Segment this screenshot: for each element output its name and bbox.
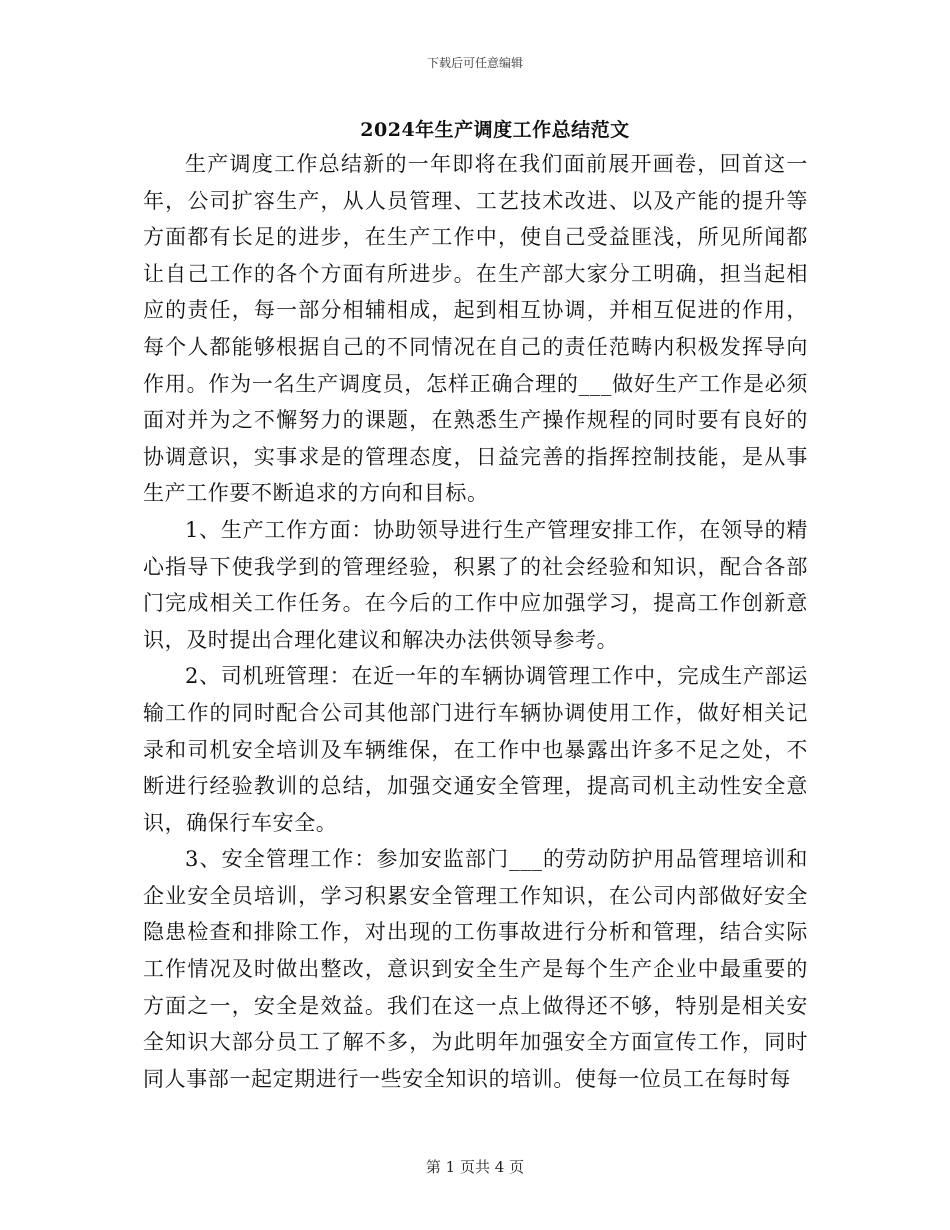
paragraph-safety-management: 3、安全管理工作：参加安监部门___的劳动防护用品管理培训和企业安全员培训，学习积累安全管理工作知识，在公司内部做好安全隐患检查和排除工作，对出现的工伤事故进行分析和管理，结合实际工作情况及时做出整改，意识到安全生产是每个生产企业中最重要的方面之一，安全是效益。我们在这一点上做得还不够，特别是相关安全知识大部分员工了解不多，为此明年加强安全方面宣传工作，同时同人事部一起定期进行一些安全知识的培训。使每一位员工在每时每 — [143, 847, 808, 1091]
document-body — [143, 146, 808, 1097]
header-note: 下载后可任意编辑 — [426, 56, 523, 70]
paragraph-intro: 生产调度工作总结新的一年即将在我们面前展开画卷，回首这一年，公司扩容生产，从人员管理、工艺技术改进、以及产能的提升等方面都有长足的进步，在生产工作中，使自己受益匪浅，所见所闻都让自己工作的各个方面有所进步。在生产部大家分工明确，担当起相应的责任，每一部分相辅相成，起到相互协调，并相互促进的作用，每个人都能够根据自己的不同情况在自己的责任范畴内积极发挥导向作用。作为一名生产调度员，怎样正确合理的___做好生产工作是必须面对并为之不懈努力的课题，在熟悉生产操作规程的同时要有良好的协调意识，实事求是的管理态度，日益完善的指挥控制技能，是从事生产工作要不断追求的方向和目标。 — [143, 152, 808, 506]
page-number: 第 1 页共 4 页 — [425, 1158, 525, 1176]
document-title: 2024年生产调度工作总结范文 — [360, 119, 630, 141]
paragraph-driver-team: 2、司机班管理：在近一年的车辆协调管理工作中，完成生产部运输工作的同时配合公司其他部门进行车辆协调使用工作，做好相关记录和司机安全培训及车辆维保，在工作中也暴露出许多不足之处，不断进行经验教训的总结，加强交通安全管理，提高司机主动性安全意识，确保行车安全。 — [143, 664, 808, 835]
paragraph-production-work: 1、生产工作方面：协助领导进行生产管理安排工作，在领导的精心指导下使我学到的管理经验，积累了的社会经验和知识，配合各部门完成相关工作任务。在今后的工作中应加强学习，提高工作创新意识，及时提出合理化建议和解决办法供领导参考。 — [143, 517, 808, 652]
